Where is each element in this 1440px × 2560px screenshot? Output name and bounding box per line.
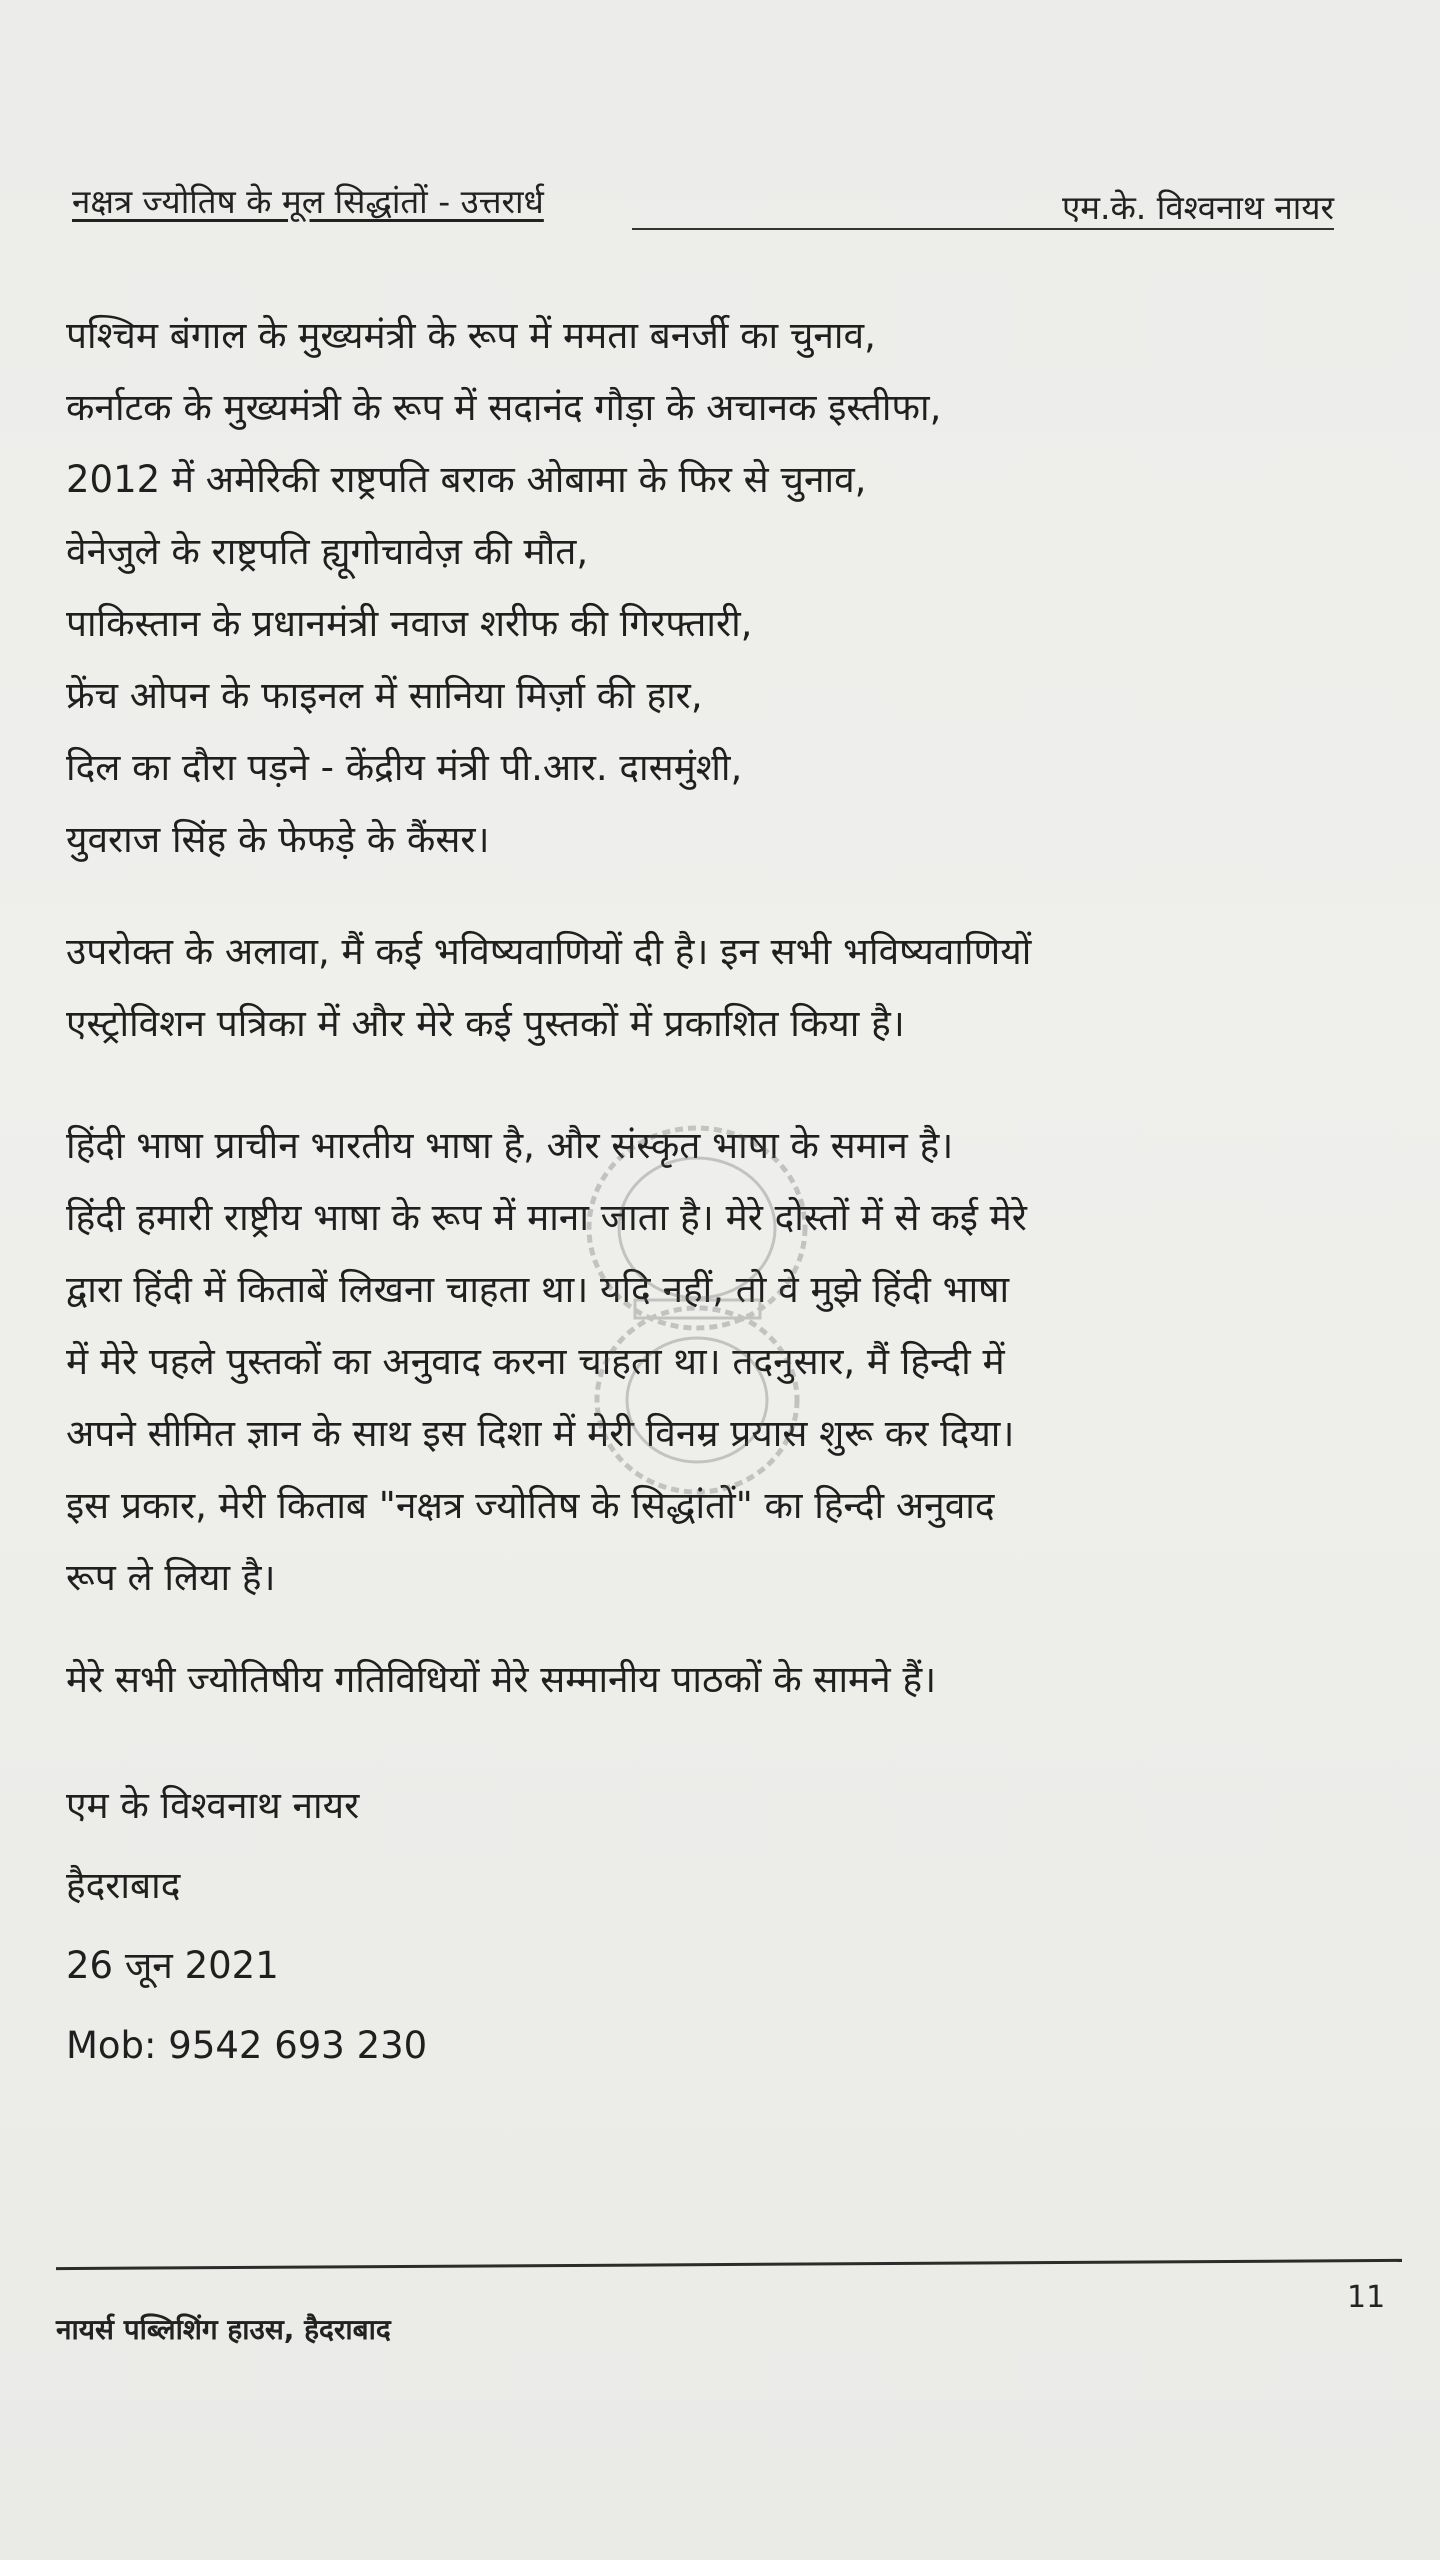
text-line: मेरे सभी ज्योतिषीय गतिविधियों मेरे सम्मानीय पाठकों के सामने हैं। xyxy=(66,1658,937,1701)
text-line: एस्ट्रोविशन पत्रिका में और मेरे कई पुस्तकों में प्रकाशित किया है। xyxy=(66,1002,905,1045)
author-name: एम के विश्वनाथ नायर xyxy=(66,1784,360,1827)
text-line: द्वारा हिंदी में किताबें लिखना चाहता था। यदि नहीं, तो वे मुझे हिंदी भाषा xyxy=(66,1268,1010,1311)
text-line: हिंदी भाषा प्राचीन भारतीय भाषा है, और संस्कृत भाषा के समान है। xyxy=(66,1124,954,1167)
text-line: 2012 में अमेरिकी राष्ट्रपति बराक ओबामा के फिर से चुनाव, xyxy=(66,458,867,501)
text-line: पाकिस्तान के प्रधानमंत्री नवाज शरीफ की गिरफ्तारी, xyxy=(66,602,753,645)
page-number: 11 xyxy=(1347,2280,1386,2315)
paragraph-readers xyxy=(66,1644,1356,1716)
text-line: इस प्रकार, मेरी किताब "नक्षत्र ज्योतिष के सिद्धांतों" का हिन्दी अनुवाद xyxy=(66,1484,995,1527)
text-line: में मेरे पहले पुस्तकों का अनुवाद करना चाहता था। तदनुसार, मैं हिन्दी में xyxy=(66,1340,1005,1383)
text-line: हिंदी हमारी राष्ट्रीय भाषा के रूप में माना जाता है। मेरे दोस्तों में से कई मेरे xyxy=(66,1196,1027,1239)
text-line: वेनेजुले के राष्ट्रपति ह्यूगोचावेज़ की मौत, xyxy=(66,530,589,573)
text-line: उपरोक्त के अलावा, मैं कई भविष्यवाणियों दी है। इन सभी भविष्यवाणियों xyxy=(66,930,1032,973)
footer-rule xyxy=(56,2259,1402,2270)
text-line: पश्चिम बंगाल के मुख्यमंत्री के रूप में ममता बनर्जी का चुनाव, xyxy=(66,314,876,357)
prediction-list xyxy=(66,300,1356,876)
text-line: कर्नाटक के मुख्यमंत्री के रूप में सदानंद गौड़ा के अचानक इस्तीफा, xyxy=(66,386,942,429)
text-line: रूप ले लिया है। xyxy=(66,1556,276,1599)
text-line: दिल का दौरा पड़ने - केंद्रीय मंत्री पी.आर. दासमुंशी, xyxy=(66,746,743,789)
signature-date: 26 जून 2021 xyxy=(66,1944,279,1987)
footer-publisher: नायर्स पब्लिशिंग हाउस, हैदराबाद xyxy=(56,2313,391,2346)
signature-block xyxy=(66,1766,1356,2086)
page-body xyxy=(66,300,1356,2086)
running-header xyxy=(72,178,1334,240)
mobile-number: Mob: 9542 693 230 xyxy=(66,2024,428,2067)
author-city: हैदराबाद xyxy=(66,1864,181,1907)
text-line: अपने सीमित ज्ञान के साथ इस दिशा में मेरी विनम्र प्रयास शुरू कर दिया। xyxy=(66,1412,1015,1455)
header-author: एम.के. विश्वनाथ नायर xyxy=(1061,188,1334,227)
text-line: युवराज सिंह के फेफड़े के कैंसर। xyxy=(66,818,490,861)
paragraph-predictions-note xyxy=(66,916,1356,1060)
header-book-title: नक्षत्र ज्योतिष के मूल सिद्धांतों - उत्तरार्ध xyxy=(72,182,544,221)
paragraph-hindi-language xyxy=(66,1110,1356,1614)
text-line: फ्रेंच ओपन के फाइनल में सानिया मिर्ज़ा की हार, xyxy=(66,674,703,717)
